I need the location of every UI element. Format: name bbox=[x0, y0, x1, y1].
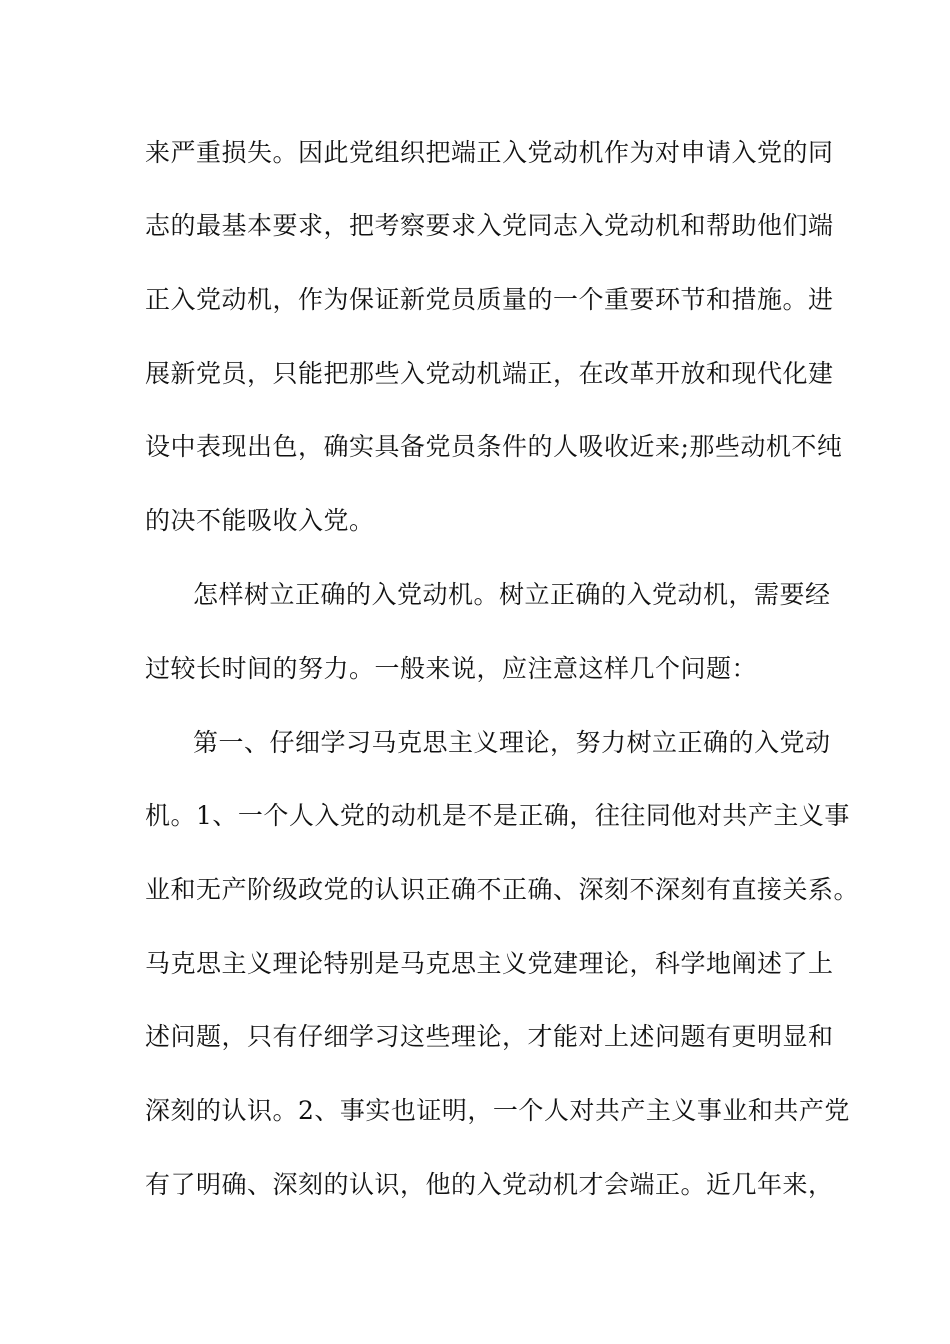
paragraph-first-line: 第一、仔细学习马克思主义理论，努力树立正确的入党动 bbox=[193, 728, 831, 757]
text-line: 展新党员，只能把那些入党动机端正，在改革开放和现代化建 bbox=[145, 359, 834, 388]
text-line: 深刻的认识。2、事实也证明，一个人对共产主义事业和共产党 bbox=[145, 1096, 850, 1125]
text-line: 业和无产阶级政党的认识正确不正确、深刻不深刻有直接关系。 bbox=[145, 875, 860, 904]
text-line: 设中表现出色，确实具备党员条件的人吸收近来;那些动机不纯 bbox=[145, 432, 843, 461]
text-line: 机。1、一个人入党的动机是不是正确，往往同他对共产主义事 bbox=[145, 801, 850, 830]
paragraph-first-line: 怎样树立正确的入党动机。树立正确的入党动机，需要经 bbox=[193, 580, 831, 609]
text-line: 正入党动机，作为保证新党员质量的一个重要环节和措施。进 bbox=[145, 285, 834, 314]
text-line: 的决不能吸收入党。 bbox=[145, 506, 375, 535]
text-line: 有了明确、深刻的认识，他的入党动机才会端正。近几年来， bbox=[145, 1170, 834, 1199]
text-line: 马克思主义理论特别是马克思主义党建理论，科学地阐述了上 bbox=[145, 949, 834, 978]
text-line: 来严重损失。因此党组织把端正入党动机作为对申请入党的同 bbox=[145, 138, 834, 167]
text-line: 过较长时间的努力。一般来说，应注意这样几个问题： bbox=[145, 654, 758, 683]
text-line: 述问题，只有仔细学习这些理论，才能对上述问题有更明显和 bbox=[145, 1022, 834, 1051]
text-line: 志的最基本要求，把考察要求入党同志入党动机和帮助他们端 bbox=[145, 211, 834, 240]
